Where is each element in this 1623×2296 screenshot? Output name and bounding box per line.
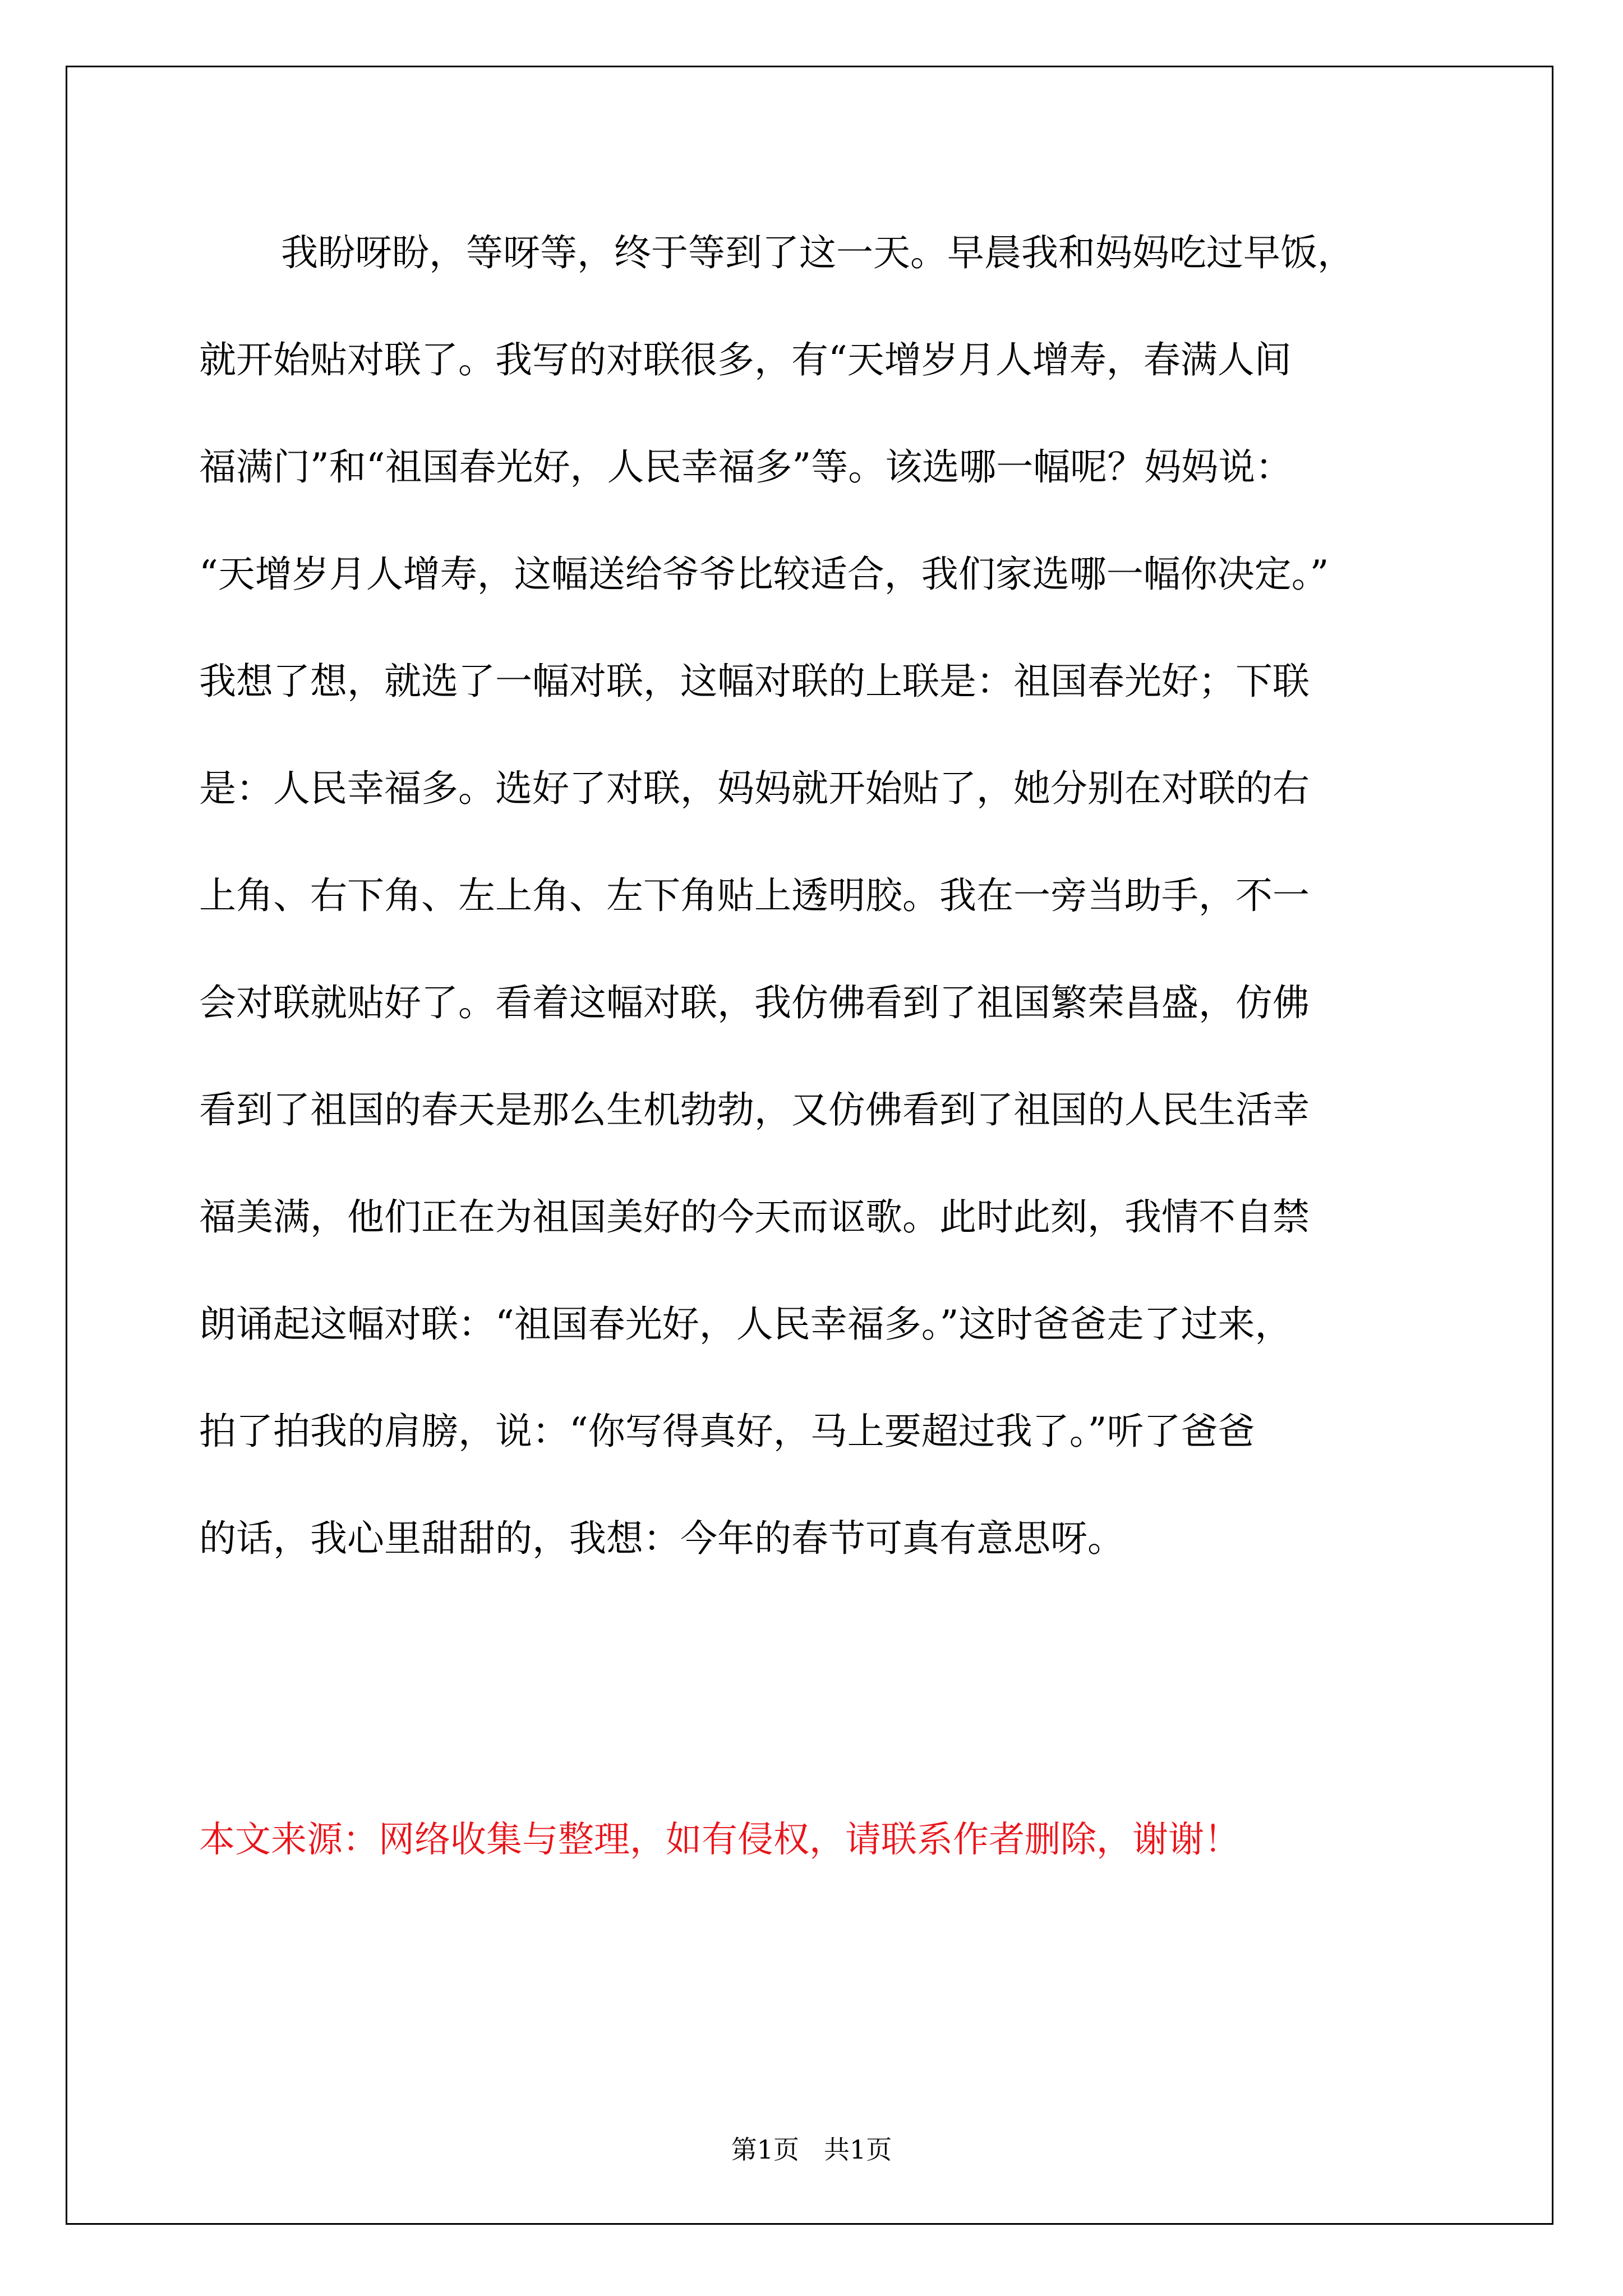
text-line: 福满门”和“祖国春光好，人民幸福多”等。该选哪一幅呢？妈妈说：	[199, 445, 1293, 489]
text-line: 朗诵起这幅对联：“祖国春光好，人民幸福多。”这时爸爸走了过来，	[199, 1303, 1292, 1346]
body-text	[199, 222, 1422, 1615]
text-line: 会对联就贴好了。看着这幅对联，我仿佛看到了祖国繁荣昌盛，仿佛	[199, 981, 1310, 1024]
text-line: 就开始贴对联了。我写的对联很多，有“天增岁月人增寿，春满人间	[199, 338, 1292, 381]
text-line: 福美满，他们正在为祖国美好的今天而讴歌。此时此刻，我情不自禁	[199, 1195, 1310, 1239]
text-line: 拍了拍我的肩膀，说：“你写得真好，马上要超过我了。”听了爸爸	[199, 1410, 1255, 1453]
text-line: “天增岁月人增寿，这幅送给爷爷比较适合，我们家选哪一幅你决定。”	[199, 553, 1329, 596]
text-line: 的话，我心里甜甜的，我想：今年的春节可真有意思呀。	[199, 1517, 1124, 1560]
text-line: 我盼呀盼，等呀等，终于等到了这一天。早晨我和妈妈吃过早饭，	[281, 231, 1354, 274]
text-line: 看到了祖国的春天是那么生机勃勃，又仿佛看到了祖国的人民生活幸	[199, 1088, 1310, 1131]
text-line: 上角、右下角、左上角、左下角贴上透明胶。我在一旁当助手，不一	[199, 874, 1310, 917]
page-total: 共1页	[824, 2134, 892, 2165]
source-note: 本文来源：网络收集与整理，如有侵权，请联系作者删除，谢谢！	[199, 1819, 1240, 1861]
text-line: 我想了想，就选了一幅对联，这幅对联的上联是：祖国春光好；下联	[199, 660, 1310, 703]
text-line: 是：人民幸福多。选好了对联，妈妈就开始贴了，她分别在对联的右	[199, 767, 1310, 810]
page-number: 第1页	[731, 2134, 799, 2165]
page-footer	[0, 2133, 1623, 2166]
